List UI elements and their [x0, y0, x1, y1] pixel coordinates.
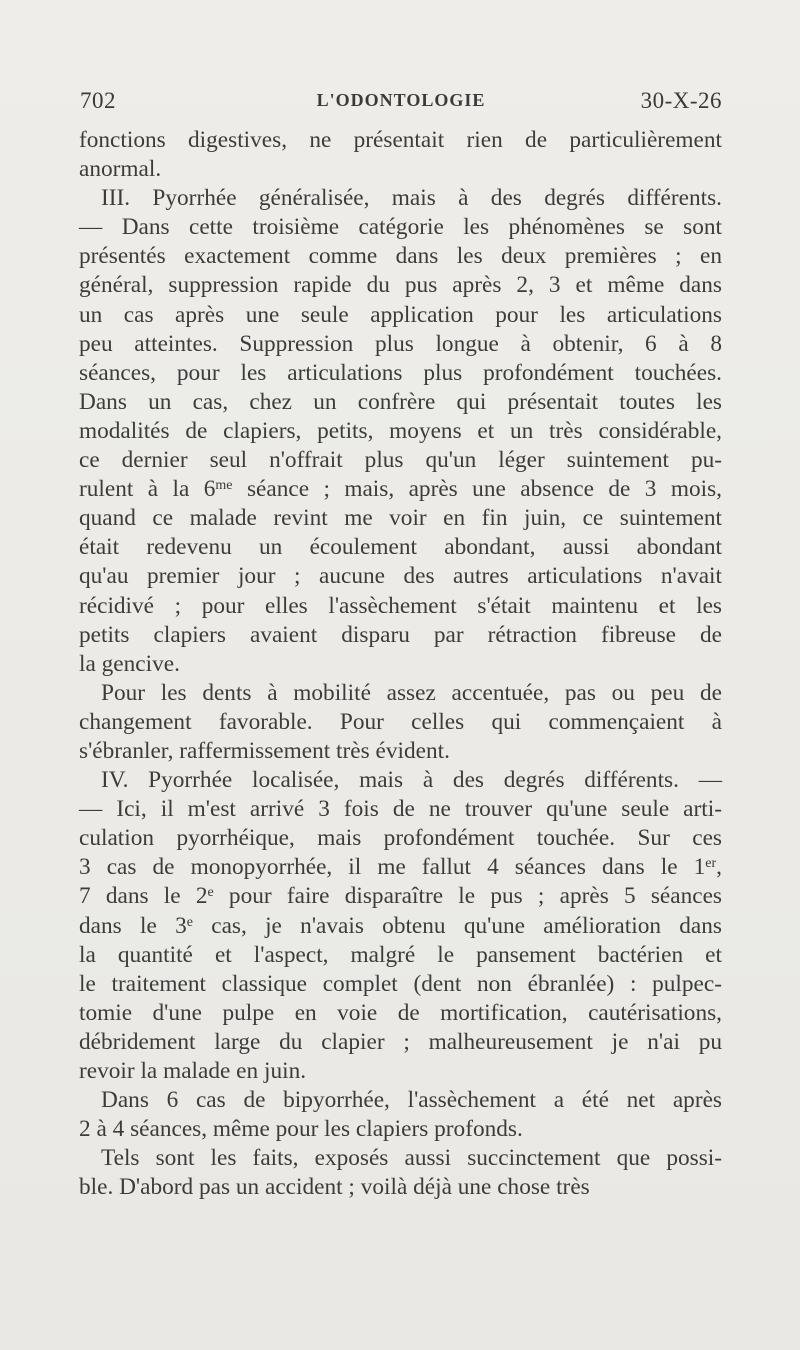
text-line	[79, 475, 722, 504]
text-line	[79, 941, 722, 970]
text-line	[79, 504, 722, 533]
text-line	[79, 708, 722, 737]
text-run: — Ici, il m'est arrivé 3 fois de ne trouver qu'une seule arti-	[79, 796, 722, 823]
text-run: petits clapiers avaient disparu par rétraction fibreuse de	[79, 621, 722, 648]
text-line	[79, 650, 722, 679]
text-line	[79, 417, 722, 446]
superscript: me	[215, 478, 233, 494]
text-run: la gencive.	[79, 650, 180, 677]
text-line	[79, 533, 722, 562]
text-run: ce dernier seul n'offrait plus qu'un léger suintement pu-	[79, 447, 722, 474]
text-run: dans le 3	[79, 912, 187, 939]
text-line	[79, 184, 722, 213]
text-run: 3 cas de monopyorrhée, il me fallut 4 séances dans le 1	[79, 854, 706, 881]
text-run: Tels sont les faits, exposés aussi succinctement que possi-	[101, 1145, 722, 1172]
superscript: e	[186, 914, 193, 930]
running-header	[80, 88, 722, 118]
text-run: 2 à 4 séances, même pour les clapiers profonds.	[79, 1116, 523, 1143]
text-line	[79, 213, 722, 242]
text-line	[79, 999, 722, 1028]
issue-date: 30-X-26	[640, 88, 722, 113]
page-number: 702	[80, 88, 116, 113]
text-run: ble. D'abord pas un accident ; voilà déjà une chose très	[79, 1174, 590, 1201]
text-run: III. Pyorrhée généralisée, mais à des degrés différents.	[101, 185, 722, 212]
text-line	[79, 824, 722, 853]
journal-title: L'ODONTOLOGIE	[316, 90, 486, 110]
text-line	[79, 853, 722, 882]
text-run: séances, pour les articulations plus profondément touchées.	[79, 359, 722, 386]
text-line	[79, 446, 722, 475]
text-run: débridement large du clapier ; malheureusement je n'ai pu	[79, 1028, 722, 1055]
text-line	[79, 1173, 722, 1202]
text-line	[79, 301, 722, 330]
text-line	[79, 1057, 722, 1086]
text-run: rulent à la 6	[79, 476, 216, 503]
text-line	[79, 912, 722, 941]
text-line	[79, 737, 722, 766]
text-run: 7 dans le 2	[79, 883, 208, 910]
text-run: ,	[716, 854, 722, 881]
text-run: tomie d'une pulpe en voie de mortification, cautérisations,	[79, 999, 722, 1026]
text-run: un cas après une seule application pour les articulations	[79, 301, 722, 328]
text-run: changement favorable. Pour celles qui commençaient à	[79, 708, 722, 735]
text-line	[79, 126, 722, 155]
text-run: le traitement classique complet (dent non ébranlée) : pulpec-	[79, 970, 722, 997]
text-line	[79, 1028, 722, 1057]
text-line	[79, 1144, 722, 1173]
text-line	[79, 242, 722, 271]
text-line	[79, 271, 722, 300]
text-run: la quantité et l'aspect, malgré le pansement bactérien et	[79, 941, 722, 968]
text-run: Pour les dents à mobilité assez accentuée, pas ou peu de	[101, 679, 722, 706]
text-line	[79, 155, 722, 184]
text-line	[79, 1086, 722, 1115]
text-line	[79, 795, 722, 824]
text-run: s'ébranler, raffermissement très évident.	[79, 737, 450, 764]
text-run: IV. Pyorrhée localisée, mais à des degrés différents. —	[101, 767, 722, 794]
text-line	[79, 621, 722, 650]
text-run: — Dans cette troisième catégorie les phénomènes se sont	[79, 214, 722, 241]
text-run: pour faire disparaître le pus ; après 5 séances	[213, 883, 722, 910]
text-run: qu'au premier jour ; aucune des autres articulations n'avait	[79, 563, 722, 590]
text-line	[79, 882, 722, 911]
text-line	[79, 359, 722, 388]
text-line	[79, 562, 722, 591]
text-line	[79, 679, 722, 708]
text-run: Dans 6 cas de bipyorrhée, l'assèchement a été net après	[101, 1087, 722, 1114]
text-run: récidivé ; pour elles l'assèchement s'était maintenu et les	[79, 592, 722, 619]
text-run: présentés exactement comme dans les deux premières ; en	[79, 243, 722, 270]
text-run: revoir la malade en juin.	[79, 1058, 307, 1084]
text-run: quand ce malade revint me voir en fin juin, ce suintement	[79, 505, 722, 532]
text-line	[79, 1115, 722, 1144]
text-line	[79, 970, 722, 999]
superscript: er	[705, 856, 717, 872]
text-run: cas, je n'avais obtenu qu'une amélioration dans	[192, 912, 722, 939]
text-line	[79, 766, 722, 795]
superscript: e	[207, 885, 214, 901]
text-run: culation pyorrhéique, mais profondément touchée. Sur ces	[79, 825, 722, 852]
text-run: séance ; mais, après une absence de 3 mois,	[232, 476, 722, 503]
text-run: général, suppression rapide du pus après 2, 3 et même dans	[79, 272, 722, 299]
text-run: fonctions digestives, ne présentait rien de particulièrement	[79, 127, 722, 153]
text-line	[79, 388, 722, 417]
text-line	[79, 330, 722, 359]
text-run: anormal.	[79, 156, 162, 183]
text-run: Dans un cas, chez un confrère qui présentait toutes les	[79, 388, 722, 415]
text-run: peu atteintes. Suppression plus longue à obtenir, 6 à 8	[79, 330, 722, 357]
body-text	[79, 126, 722, 1202]
text-run: modalités de clapiers, petits, moyens et un très considérable,	[79, 417, 722, 444]
text-run: était redevenu un écoulement abondant, aussi abondant	[79, 534, 722, 561]
text-line	[79, 592, 722, 621]
